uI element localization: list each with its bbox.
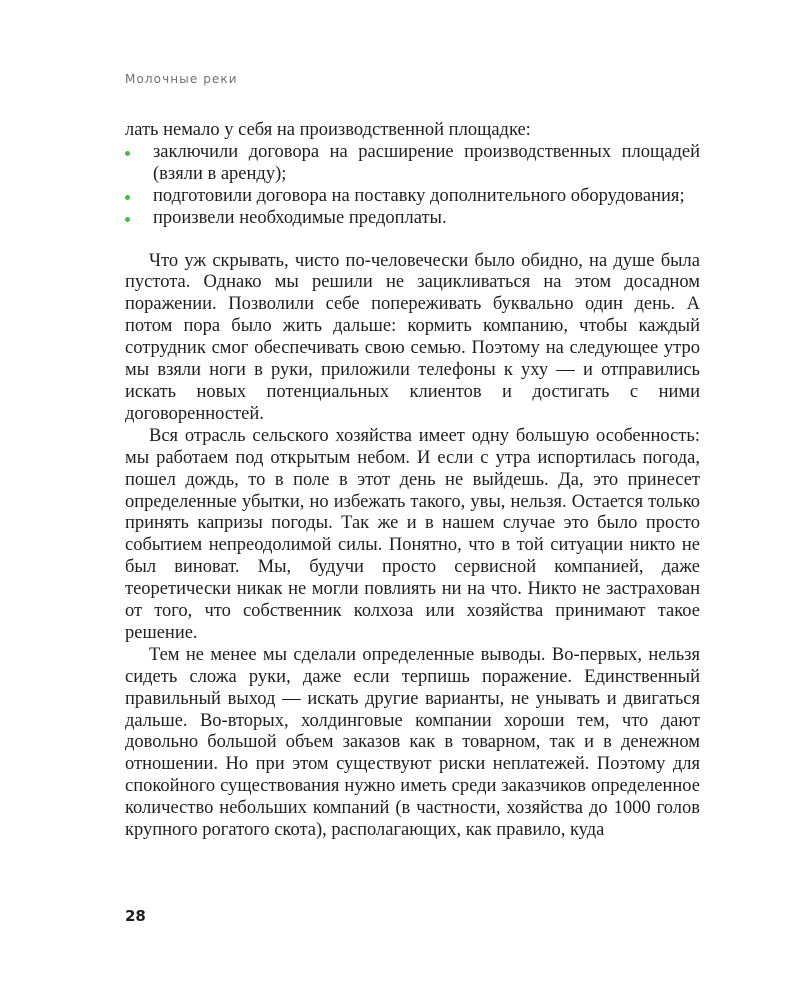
lead-in-line: лать немало у себя на производственной площадке: bbox=[125, 120, 531, 140]
body-text bbox=[125, 120, 700, 842]
running-head: Молочные реки bbox=[125, 72, 238, 86]
bullet-text: произвели необходимые предоплаты. bbox=[153, 207, 447, 228]
bullet-text: подготовили договора на поставку дополнительного оборудования; bbox=[153, 185, 685, 206]
bullet-text: заключили договора на расширение производственных площадей (взяли в аренду); bbox=[153, 141, 700, 184]
bullet-item bbox=[125, 142, 700, 186]
paragraph: Тем не менее мы сделали определенные выводы. Во-первых, нельзя сидеть сложа руки, даже если терпишь поражение. Единственный правильный выход — искать другие варианты, не унывать и двигаться дальше. Во-вторых, холдинговые компании хороши тем, что дают довольно большой объем заказов как в товарном, так и в денежном отношении. Но при этом существуют риски неплатежей. Поэтому для спокойного существования нужно иметь среди заказчиков определенное количество небольших компаний (в частности, хозяйства до 1000 голов крупного рогатого скота), располагающих, как правило, куда bbox=[125, 644, 700, 841]
bullet-dot-icon bbox=[125, 195, 130, 200]
paragraph: Что уж скрывать, чисто по-человечески было обидно, на душе была пустота. Однако мы решили не зацикливаться на этом досадном поражении. Позволили себе попереживать буквально один день. А потом пора было жить дальше: кормить компанию, чтобы каждый сотрудник смог обеспечивать свою семью. Поэтому на следующее утро мы взяли ноги в руки, приложили телефоны к уху — и отправились искать новых потенциальных клиентов и достигать с ними договоренностей. bbox=[125, 250, 700, 424]
bullet-dot-icon bbox=[125, 151, 130, 156]
page-number: 28 bbox=[125, 907, 146, 925]
paragraph: Вся отрасль сельского хозяйства имеет одну большую особенность: мы работаем под открытым небом. И если с утра испортилась погода, пошел дождь, то в поле в этот день не выйдешь. Да, это принесет определенные убытки, но избежать такого, увы, нельзя. Остается только принять капризы погоды. Так же и в нашем случае это было просто событием непреодолимой силы. Понятно, что в той ситуации никто не был виноват. Мы, будучи просто сервисной компанией, даже теоретически никак не могли повлиять ни на что. Никто не застрахован от того, что собственник колхоза или хозяйства принимают такое решение. bbox=[125, 425, 700, 643]
bullet-dot-icon bbox=[125, 217, 130, 222]
bullet-item bbox=[125, 208, 700, 230]
bullet-list bbox=[125, 142, 700, 230]
bullet-item bbox=[125, 186, 700, 208]
